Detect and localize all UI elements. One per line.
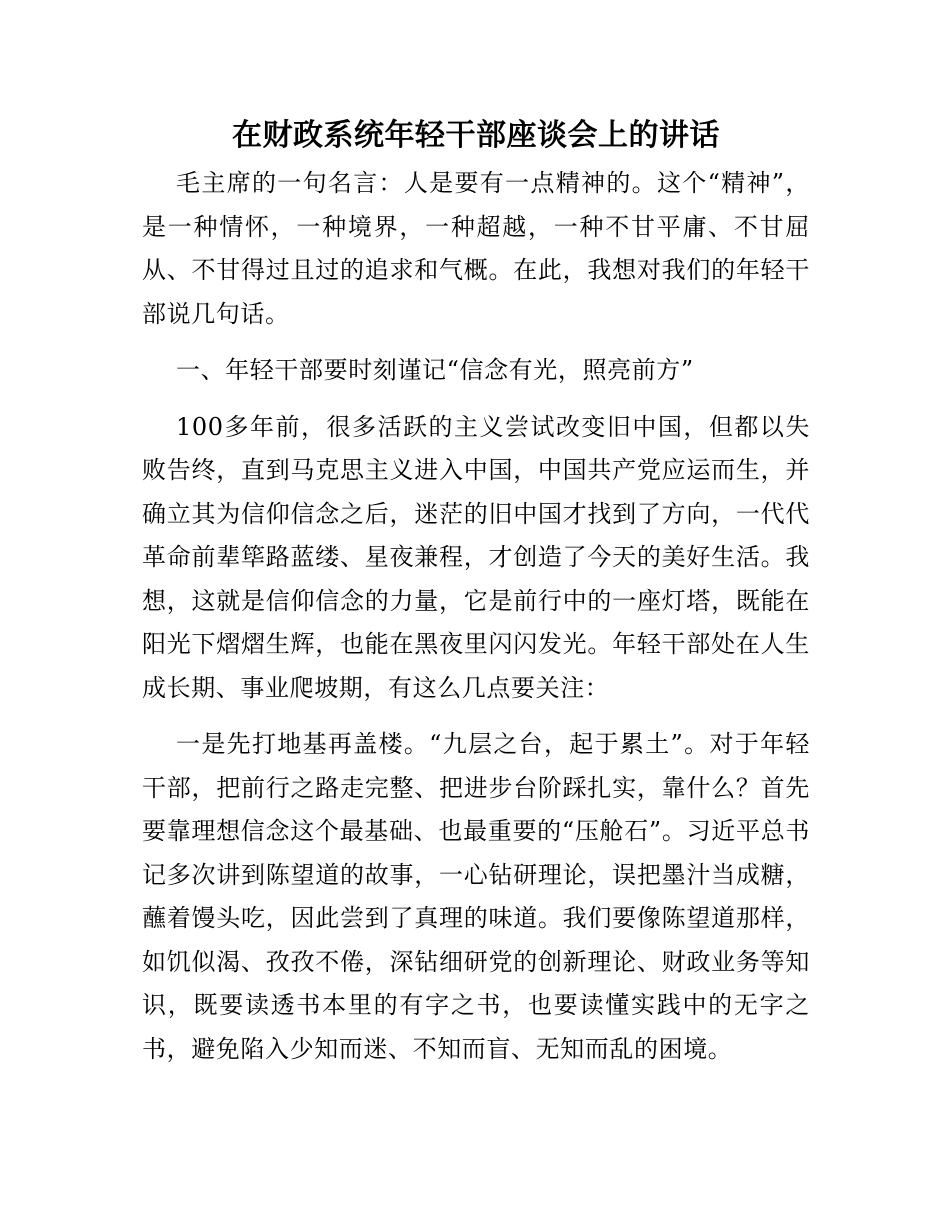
section-heading-1: 一、年轻干部要时刻谨记“信念有光，照亮前方” (176, 356, 694, 384)
paragraph-intro: 毛主席的一句名言：人是要有一点精神的。这个“精神”，是一种情怀，一种境界，一种超越，一种不甘平庸、不甘屈从、不甘得过且过的追求和气概。在此，我想对我们的年轻干部说几句话。 (142, 169, 810, 328)
document-title: 在财政系统年轻干部座谈会上的讲话 (232, 118, 720, 153)
paragraph-foundation: 一是先打地基再盖楼。“九层之台，起于累土”。对于年轻干部，把前行之路走完整、把进步台阶踩扎实，靠什么？首先要靠理想信念这个最基础、也最重要的“压舱石”。习近平总书记多次讲到陈望道的故事，一心钻研理论，误把墨汁当成糖，蘸着馒头吃，因此尝到了真理的味道。我们要像陈望道那样，如饥似渴、孜孜不倦，深钻细研党的创新理论、财政业务等知识，既要读透书本里的有字之书，也要读懂实践中的无字之书，避免陷入少知而迷、不知而盲、无知而乱的困境。 (142, 730, 810, 1063)
document-page (142, 112, 810, 1084)
paragraph-history: 100多年前，很多活跃的主义尝试改变旧中国，但都以失败告终，直到马克思主义进入中国，中国共产党应运而生，并确立其为信仰信念之后，迷茫的旧中国才找到了方向，一代代革命前辈筚路蓝缕、星夜兼程，才创造了今天的美好生活。我想，这就是信仰信念的力量，它是前行中的一座灯塔，既能在阳光下熠熠生辉，也能在黑夜里闪闪发光。年轻干部处在人生成长期、事业爬坡期，有这么几点要关注： (142, 412, 810, 702)
